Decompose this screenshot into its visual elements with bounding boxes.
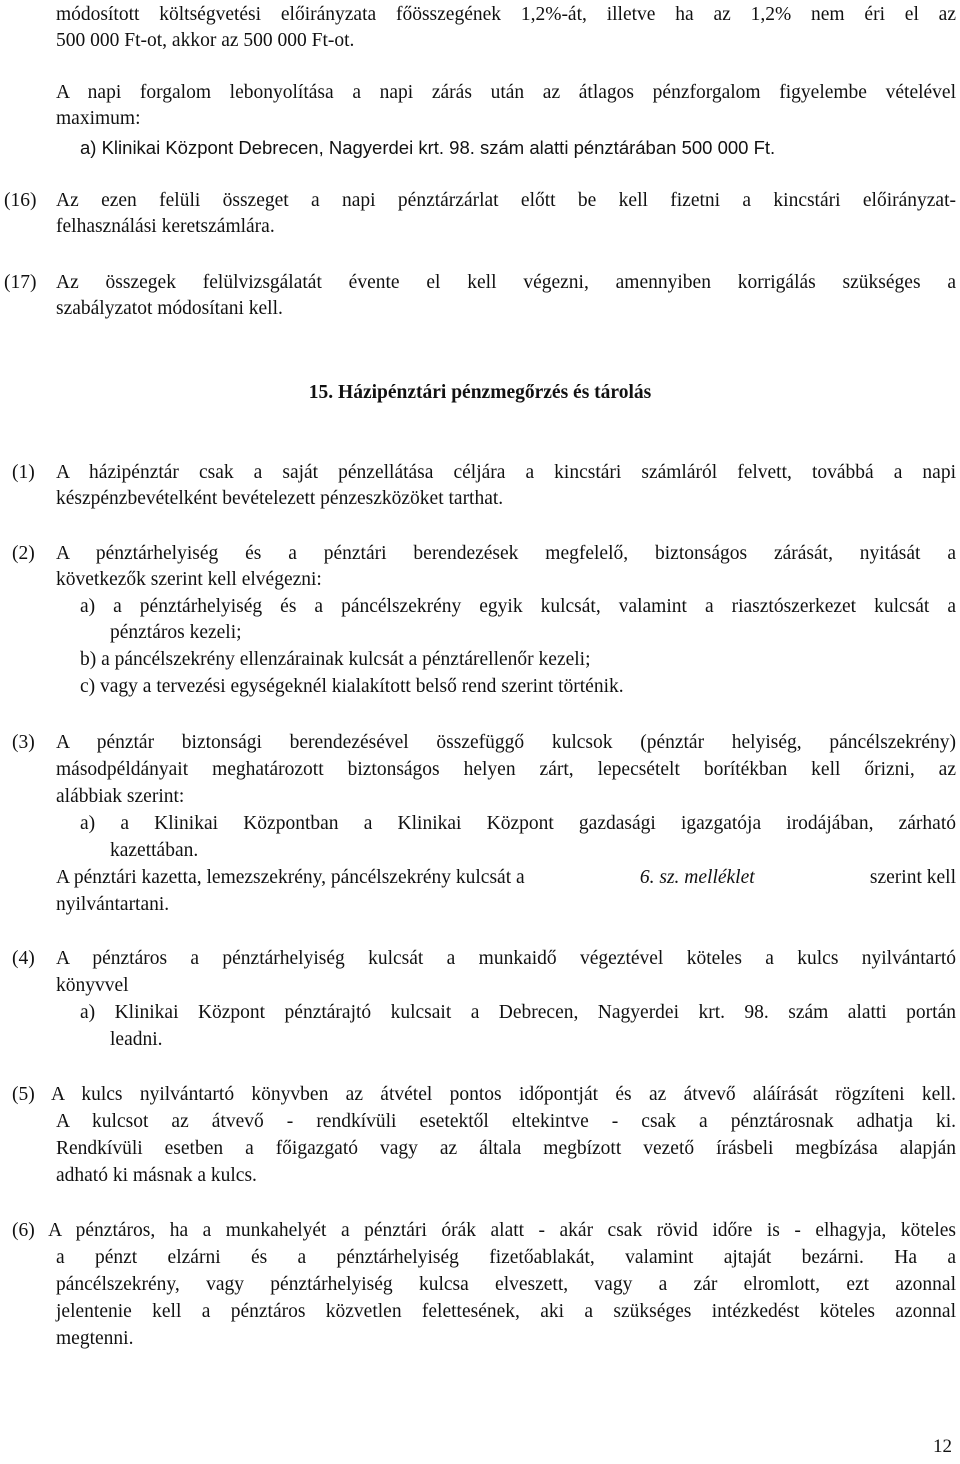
text-line: alábbiak szerint: xyxy=(56,786,185,807)
text-line: másodpéldányait meghatározott biztonságos helyen zárt, lepecsételt borítékban kell őrizni, az xyxy=(56,759,956,780)
text-line: Az összegek felülvizsgálatát évente el kell végezni, amennyiben korrigálás szükséges a xyxy=(56,272,956,293)
text-line: szabályzatot módosítani kell. xyxy=(56,298,283,319)
text-line: maximum: xyxy=(56,108,141,129)
list-item: a) Klinikai Központ pénztárajtó kulcsait a Debrecen, Nagyerdei krt. 98. szám alatti portán xyxy=(80,1002,956,1023)
text-line: A napi forgalom lebonyolítása a napi zárás után az átlagos pénzforgalom figyelembe vételével xyxy=(56,82,956,103)
text-line: nyilvántartani. xyxy=(56,894,170,915)
text-line: (6) A pénztáros, ha a munkahelyét a pénztári órák alatt - akár csak rövid időre is - elhagyja, köteles xyxy=(12,1220,956,1241)
text-line: következők szerint kell elvégezni: xyxy=(56,569,322,590)
text-line: 500 000 Ft-ot, akkor az 500 000 Ft-ot. xyxy=(56,30,355,51)
text-line: A pénztárhelyiség és a pénztári berendezések megfelelő, biztonságos zárását, nyitását a xyxy=(56,543,956,564)
text-line: pénztáros kezeli; xyxy=(110,622,242,643)
text-line: módosított költségvetési előirányzata főösszegének 1,2%-át, illetve ha az 1,2% nem éri el az xyxy=(56,4,956,25)
text-line: A pénztár biztonsági berendezésével összefüggő kulcsok (pénztár helyiség, páncélszekrény) xyxy=(56,732,956,753)
text-line: Rendkívüli esetben a főigazgató vagy az általa megbízott vezető írásbeli megbízása alapján xyxy=(56,1138,956,1159)
text-line: A kulcsot az átvevő - rendkívüli esetektől eltekintve - csak a pénztárosnak adhatja ki. xyxy=(56,1111,956,1132)
text-line: könyvvel xyxy=(56,975,129,996)
paragraph-number: (2) xyxy=(12,543,35,564)
page-number: 12 xyxy=(933,1436,952,1457)
text-line: jelentenie kell a pénztáros közvetlen felettesének, aki a szükséges intézkedést köteles azonnal xyxy=(56,1301,956,1322)
section-number: 15. xyxy=(308,382,334,403)
text-line: leadni. xyxy=(110,1029,163,1050)
text-line: a) Klinikai Központ Debrecen, Nagyerdei krt. 98. szám alatti pénztárában 500 000 Ft. xyxy=(80,137,776,158)
text-line: felhasználási keretszámlára. xyxy=(56,216,275,237)
text-line: adható ki másnak a kulcs. xyxy=(56,1165,257,1186)
text-line: készpénzbevételként bevételezett pénzeszközöket tarthat. xyxy=(56,488,504,509)
text-line: megtenni. xyxy=(56,1328,134,1349)
list-item: a) a Klinikai Központban a Klinikai Központ gazdasági igazgatója irodájában, zárható xyxy=(80,813,956,834)
paragraph-number: (3) xyxy=(12,732,35,753)
section-heading xyxy=(0,380,960,406)
list-item: c) vagy a tervezési egységeknél kialakított belső rend szerint történik. xyxy=(80,676,624,697)
text-run: A pénztári kazetta, lemezszekrény, páncélszekrény kulcsát a xyxy=(56,867,525,888)
paragraph-number: (1) xyxy=(12,462,35,483)
text-line: kazettában. xyxy=(110,840,199,861)
paragraph-number: (17) xyxy=(4,272,37,293)
paragraph-number: (16) xyxy=(4,190,37,211)
list-item: b) a páncélszekrény ellenzárainak kulcsát a pénztárellenőr kezeli; xyxy=(80,649,591,670)
paragraph-number: (4) xyxy=(12,948,35,969)
text-line: a pénzt elzárni és a pénztárhelyiség fizetőablakát, valamint ajtaját bezárni. Ha a xyxy=(56,1247,956,1268)
text-line: A pénztáros a pénztárhelyiség kulcsát a munkaidő végeztével köteles a kulcs nyilvántartó xyxy=(56,948,956,969)
text-line: Az ezen felüli összeget a napi pénztárzárlat előtt be kell fizetni a kincstári előirányzat- xyxy=(56,190,956,211)
text-run: szerint kell xyxy=(869,867,956,888)
annex-reference: 6. sz. melléklet xyxy=(639,867,755,888)
text-line: A házipénztár csak a saját pénzellátása céljára a kincstári számláról felvett, továbbá a napi xyxy=(56,462,956,483)
list-item: a) a pénztárhelyiség és a páncélszekrény egyik kulcsát, valamint a riasztószerkezet kulcsát a xyxy=(80,596,956,617)
text-line: páncélszekrény, vagy pénztárhelyiség kulcsa elveszett, vagy a zár elromlott, ezt azonnal xyxy=(56,1274,956,1295)
text-line xyxy=(56,865,956,891)
section-title: Házipénztári pénzmegőrzés és tárolás xyxy=(338,382,652,403)
text-line: (5) A kulcs nyilvántartó könyvben az átvétel pontos időpontját és az átvevő aláírását rögzíteni kell. xyxy=(12,1084,956,1105)
